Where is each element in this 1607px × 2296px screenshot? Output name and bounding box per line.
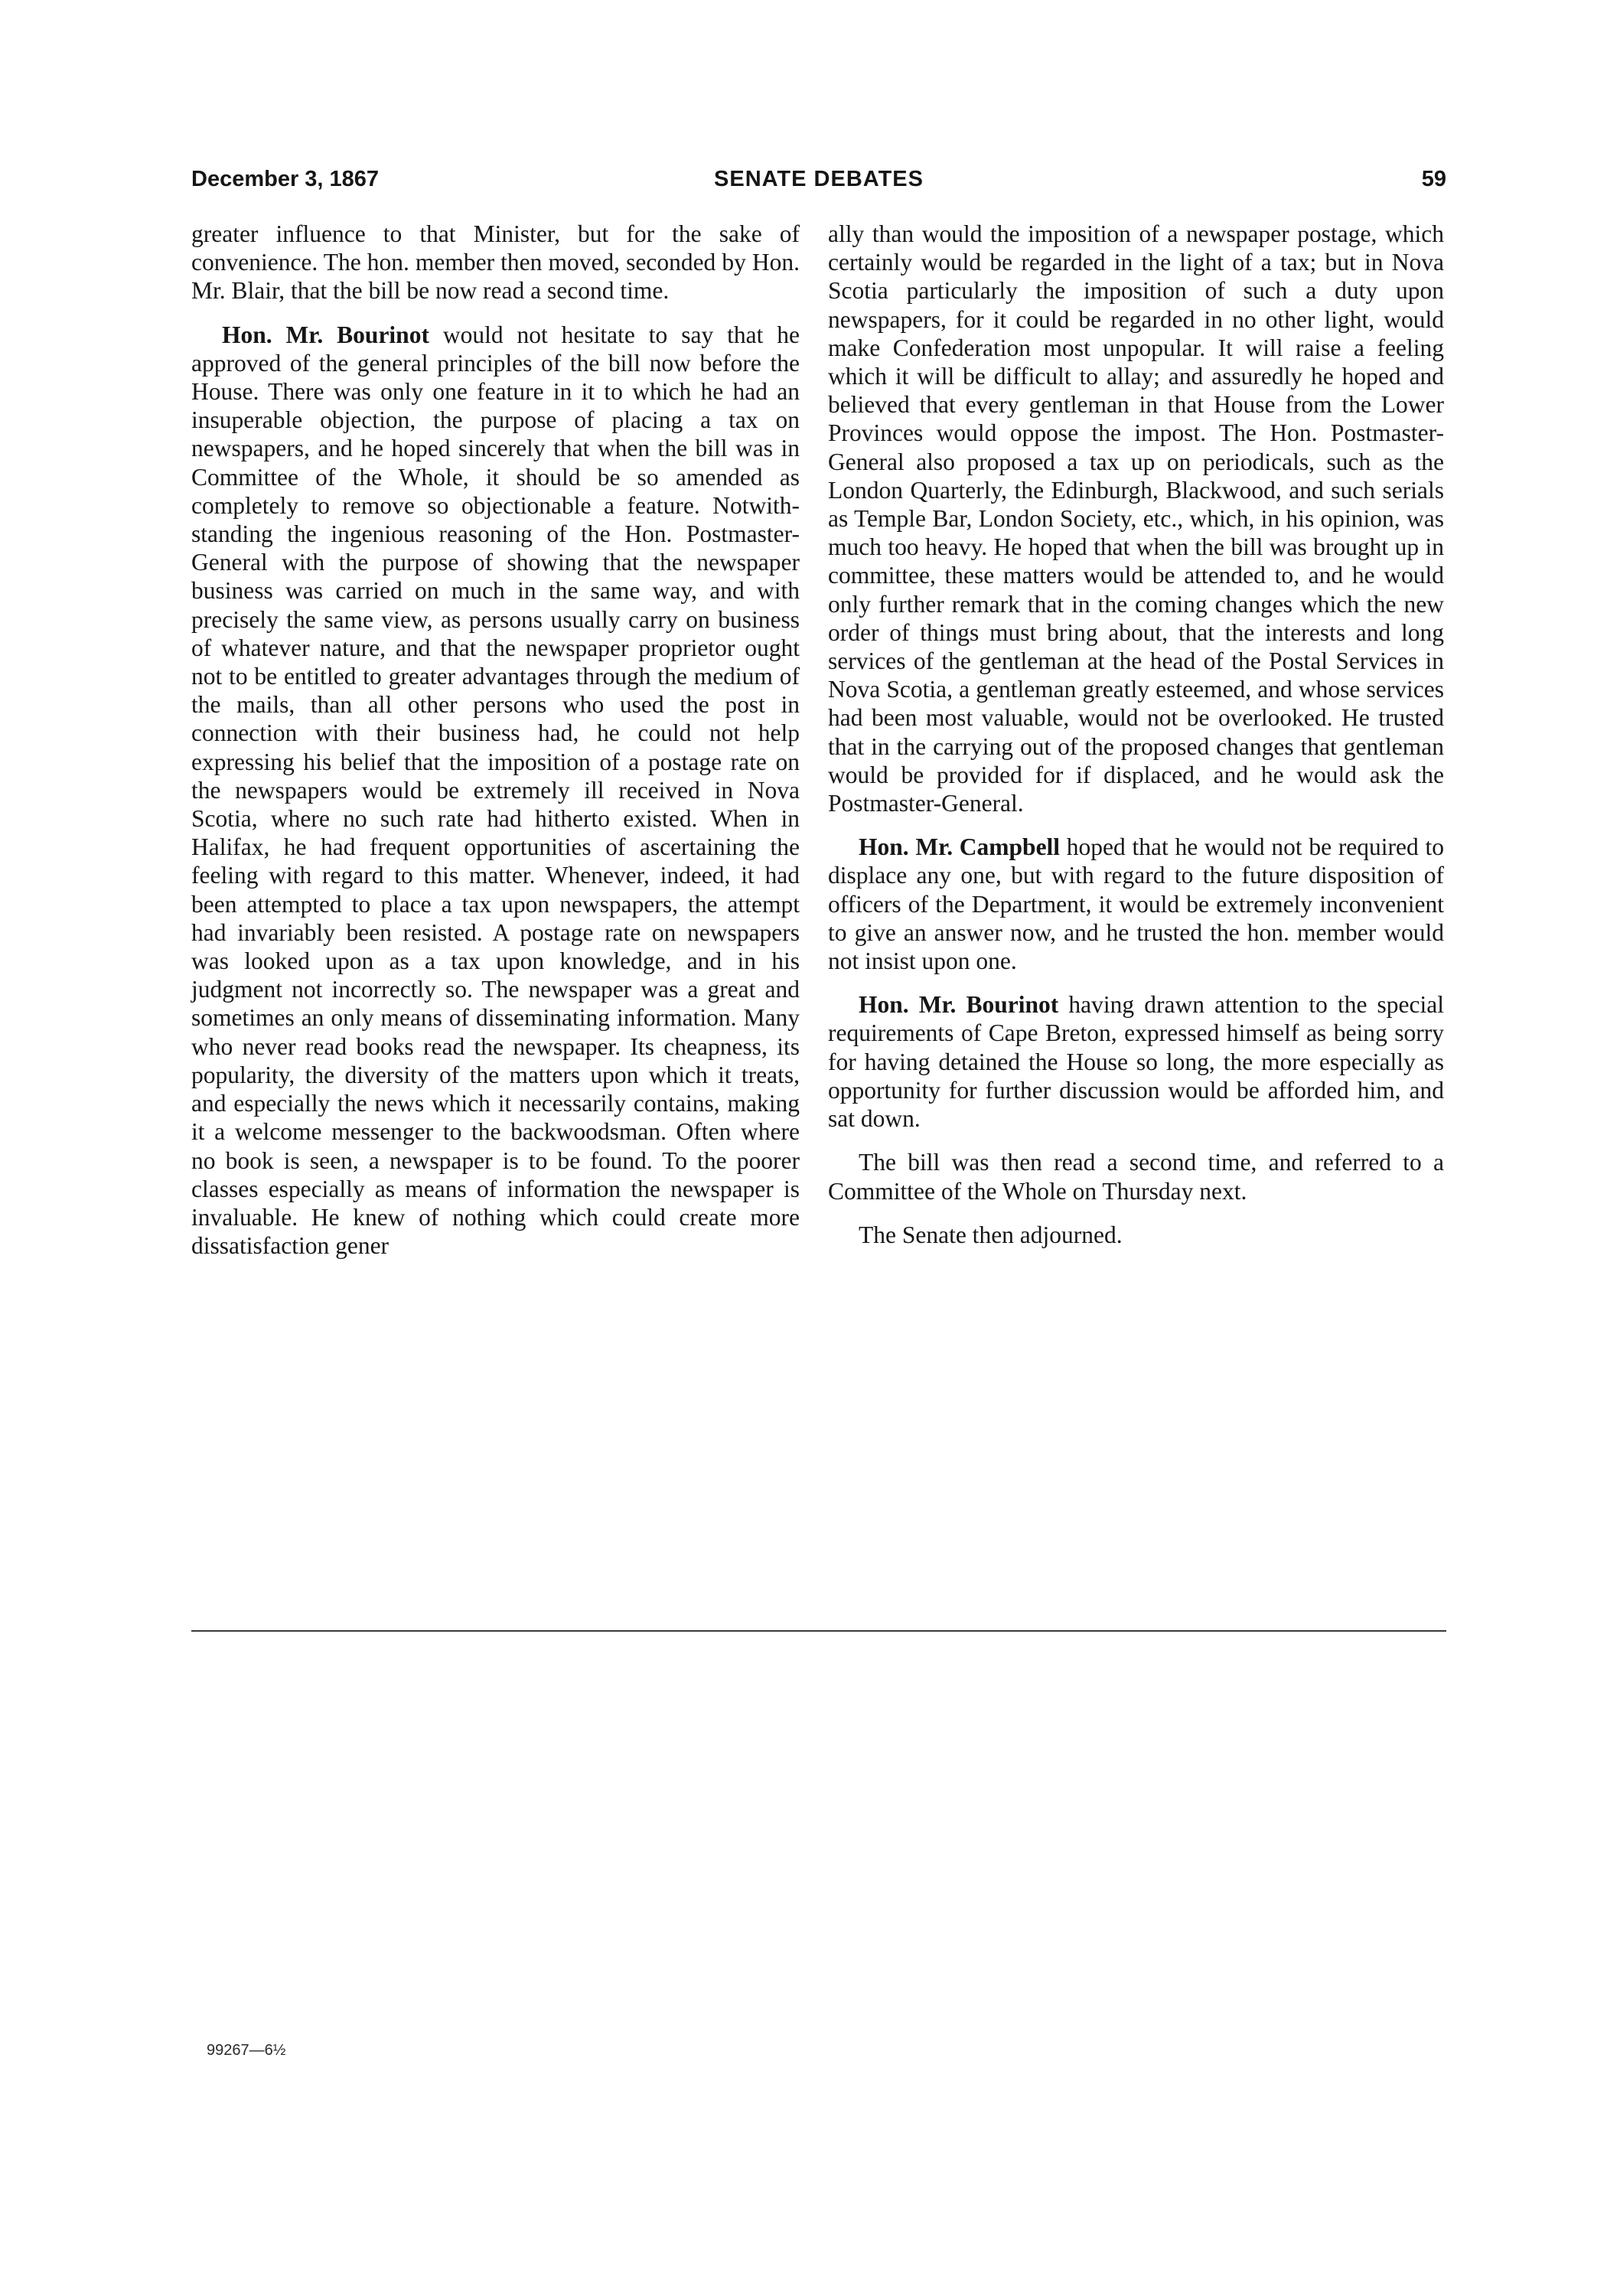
footer-signature-code: 99267—6½ <box>207 2042 286 2059</box>
paragraph: The Senate then adjourned. <box>859 1221 1123 1248</box>
paragraph <box>828 990 1444 1133</box>
horizontal-divider <box>191 1630 1446 1632</box>
page-number: 59 <box>1421 167 1446 191</box>
left-column <box>191 220 800 1275</box>
speaker-name: Hon. Mr. Bourinot <box>222 321 429 348</box>
paragraph <box>191 321 800 1261</box>
page-header <box>191 167 1446 204</box>
paragraph <box>828 833 1444 975</box>
paragraph: ally than would the imposition of a newspaper postage, which certainly would be regarded in the light of a tax; but in Nova Scotia particularly the imposition of such a duty upon newspapers, for it could be regarded in no other light, would make Confederation most unpopular. It will raise a feeling which it will be difficult to allay; and assuredly he hoped and believed that every gentleman in that House from the Lower Provinces would oppose the impost. The Hon. Postmaster-General also proposed a tax up on periodicals, such as the London Quarterly, the Edinburgh, Blackwood, and such serials as Temple Bar, London Society, etc., which, in his opinion, was much too heavy. He hoped that when the bill was brought up in committee, these matters would be attended to, and he would only further remark that in the coming changes which the new order of things must bring about, that the interests and long services of the gentleman at the head of the Postal Services in Nova Scotia, a gentleman greatly esteemed, and whose services had been most valuable, would not be overlooked. He trusted that in the carrying out of the proposed changes that gentleman would be provided for if displaced, and he would ask the Postmaster-General. <box>828 220 1444 817</box>
header-title: SENATE DEBATES <box>714 167 924 191</box>
speaker-name: Hon. Mr. Bourinot <box>859 991 1059 1019</box>
paragraph-text: having drawn attention to the special requirements of Cape Breton, expressed himself as being sorry for having detained the House so long, the more especially as opportunity for further discussion would be afforded him, and sat down. <box>828 991 1444 1133</box>
right-column <box>828 220 1444 1264</box>
paragraph: The bill was then read a second time, and referred to a Committee of the Whole on Thursday next. <box>828 1149 1444 1205</box>
paragraph-text: hoped that he would not be required to displace any one, but with regard to the future disposition of officers of the Department, it would be extremely inconvenient to give an answer now, and he trusted the hon. member would not insist upon one. <box>828 833 1444 975</box>
speaker-name: Hon. Mr. Campbell <box>859 833 1061 861</box>
paragraph-text: would not hesitate to say that he approved of the general principles of the bill now before the House. There was only one feature in it to which he had an insuperable objection, the purpose of placing a tax on newspapers, and he hoped sincerely that when the bill was in Committee of the Whole, it should be so amended as completely to remove so objectionable a feature. Notwithstanding the ingenious reasoning of the Hon. Postmaster-General with the purpose of showing that the newspaper business was carried on much in the same way, and with precisely the same view, as persons usually carry on business of whatever nature, and that the newspaper proprietor ought not to be entitled to greater advantages through the medium of the mails, than all other persons who used the post in connection with their business had, he could not help expressing his belief that the imposition of a postage rate on the newspapers would be extremely ill received in Nova Scotia, where no such rate had hitherto existed. When in Halifax, he had frequent opportunities of ascertaining the feeling with regard to this matter. Whenever, indeed, it had been attempted to place a tax upon newspapers, the attempt had invariably been resisted. A postage rate on newspapers was looked upon as a tax upon knowledge, and in his judgment not incorrectly so. The newspaper was a great and sometimes an only means of disseminating information. Many who never read books read the newspaper. Its cheapness, its popularity, the diversity of the matters upon which it treats, and especially the news which it necessarily contains, making it a welcome messenger to the backwoodsman. Often where no book is seen, a newspaper is to be found. To the poorer classes especially as means of information the newspaper is invaluable. He knew of nothing which could create more dissatisfaction gener <box>191 321 800 1260</box>
paragraph: greater influence to that Minister, but for the sake of convenience. The hon. member then moved, seconded by Hon. Mr. Blair, that the bill be now read a second time. <box>191 220 800 305</box>
header-date: December 3, 1867 <box>191 167 380 191</box>
